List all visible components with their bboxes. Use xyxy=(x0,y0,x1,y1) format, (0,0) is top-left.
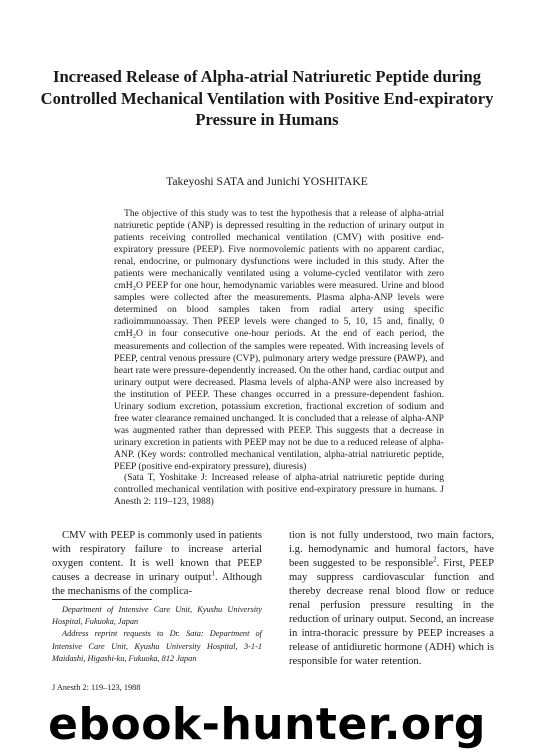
body-right-tail: . First, PEEP may suppress cardiovascular function and thereby decrease renal blood flow or reduce renal perfusion pressure resulting in the reduction of urinary output. Second, an increase in intra-thoracic pressure by PEEP increases a release of antidiuretic hormone (ADH) which is responsible for water retention. xyxy=(289,558,494,667)
journal-reference: J Anesth 2: 119–123, 1988 xyxy=(52,683,141,692)
body-column-right xyxy=(289,529,494,669)
author-line: Takeyoshi SATA and Junichi YOSHITAKE xyxy=(166,175,368,188)
citation: (Sata T, Yoshitake J: Increased release of alpha-atrial natriuretic peptide during controlled mechanical ventilation with positive end-expiratory pressure in humans. J Anesth 2: 119–123, 1988) xyxy=(114,472,444,508)
affiliation-footnote: Department of Intensive Care Unit, Kyushu University Hospital, Fukuoka, Japan xyxy=(52,605,262,627)
reference-marker: 1 xyxy=(211,569,215,578)
body-left-tail: . Although the mechanisms of the complica- xyxy=(52,572,262,597)
abstract xyxy=(114,208,444,473)
footnote-divider xyxy=(52,599,152,600)
watermark: ebook-hunter.org xyxy=(48,699,486,750)
body-column-left xyxy=(52,529,262,599)
paper-title: Increased Release of Alpha-atrial Natriuretic Peptide during Controlled Mechanical Ventilation with Positive End-expiratory Pressure in Humans xyxy=(40,67,494,129)
abstract-text: The objective of this study was to test the hypothesis that a release of alpha-atrial natriuretic peptide (ANP) is depressed resulting in the reduction of urinary output in patients receiving controlled mechanical ventilation (CMV) with positive end-expiratory pressure (PEEP). Five normovolemic patients with no apparent cardiac, renal, endocrine, or pulmonary dysfunctions were included in this study. After the patients were mechanically ventilated using a volume-cycled ventilator with zero cmH₂O PEEP for one hour, hemodynamic variables were measured. Urine and blood samples were collected after the measurements. Plasma alpha-ANP levels were determined on blood samples taken from radial artery using specific radioimmunoassay. Then PEEP levels were changed to 5, 10, 15 and, finally, 0 cmH₂O in four consecutive one-hour periods. At the end of each period, the measurements and collection of the samples were repeated. With increasing levels of PEEP, central venous pressure (CVP), pulmonary artery wedge pressure (PAWP), and heart rate were pressure-dependently increased. On the other hand, cardiac output and urinary output were decreased. Plasma levels of alpha-ANP were also increased by the institution of PEEP. These changes occurred in a pressure-dependent fashion. Urinary sodium excretion, potassium excretion, fractional excretion of sodium and free water clearance remained unchanged. It is concluded that a release of alpha-ANP was augmented rather than depressed with PEEP. This suggests that a decrease in urinary excretion in patients with PEEP may not be due to a reduced release of alpha-ANP. (Key words: controlled mechanical ventilation, alpha-atrial natriuretic peptide, PEEP (positive end-expiratory pressure), diuresis) xyxy=(114,208,444,472)
body-right-text: tion is not fully understood, two main factors, i.g. hemodynamic and humoral factors, have been suggested to be responsible xyxy=(289,530,494,569)
footnotes xyxy=(52,604,262,665)
address-footnote: Address reprint requests to Dr. Sata: Department of Intensive Care Unit, Kyushu University Hospital, 3-1-1 Maidashi, Higashi-ku, Fukuoka, 812 Japan xyxy=(52,629,262,663)
reference-marker: 2 xyxy=(433,555,437,564)
body-left-text: CMV with PEEP is commonly used in patients with respiratory failure to increase arterial oxygen content. It is well known that PEEP causes a decrease in urinary output xyxy=(52,530,262,583)
